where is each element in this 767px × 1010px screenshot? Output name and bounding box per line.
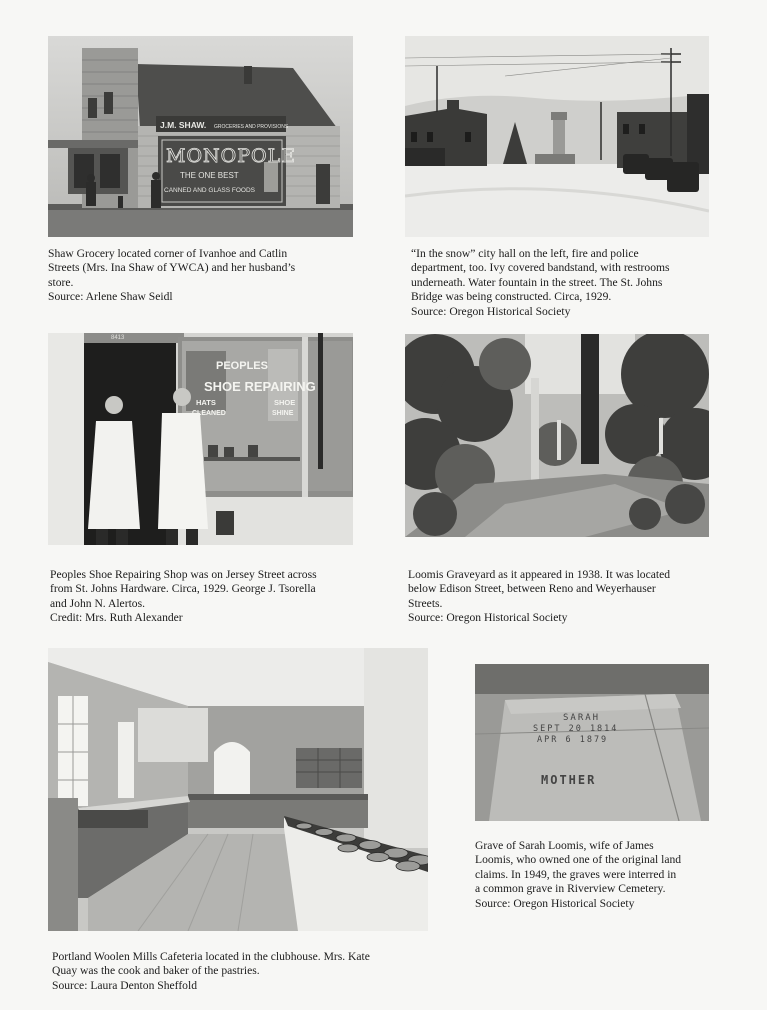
- caption-source: Source: Oregon Historical Society: [411, 304, 571, 318]
- shoe-sign-hats: HATS: [196, 398, 216, 407]
- caption-line: Quay was the cook and baker of the pastries.: [52, 964, 260, 978]
- loomis-graveyard-photo: [405, 334, 709, 537]
- caption-line: Shaw Grocery located corner of Ivanhoe and Catlin: [48, 247, 288, 260]
- caption-line: Streets.: [408, 596, 443, 610]
- caption-line: Portland Woolen Mills Cafeteria located in the clubhouse. Mrs. Kate: [52, 950, 370, 963]
- sarah-loomis-grave-photo: [475, 664, 709, 821]
- shaw-sign-top-small: GROCERIES AND PROVISIONS: [214, 124, 289, 130]
- caption-line: Loomis, who owned one of the original land: [475, 853, 682, 867]
- loomis-graveyard-caption: [408, 568, 670, 626]
- grave-birth-date: SEPT 20 1814: [533, 724, 619, 734]
- caption-source: Source: Laura Denton Sheffold: [52, 978, 197, 992]
- shaw-sign-line2: THE ONE BEST: [180, 171, 239, 180]
- shaw-sign-big: MONOPOLE: [166, 145, 297, 167]
- caption-source: Source: Oregon Historical Society: [408, 611, 568, 625]
- shaw-grocery-photo: [48, 36, 353, 237]
- shoe-repair-photo: [48, 333, 353, 545]
- caption-source: Source: Arlene Shaw Seidl: [48, 290, 173, 304]
- caption-line: from St. Johns Hardware. Circa, 1929. George J. Tsorella: [50, 582, 316, 596]
- sarah-loomis-grave-caption: [475, 839, 681, 911]
- shoe-sign-shoe: SHOE: [274, 398, 296, 407]
- caption-line: and John N. Alertos.: [50, 596, 145, 610]
- caption-line: Grave of Sarah Loomis, wife of James: [475, 839, 654, 852]
- caption-line: Peoples Shoe Repairing Shop was on Jersey Street across: [50, 568, 317, 581]
- shoe-sign-shine: SHINE: [272, 410, 294, 417]
- grave-name: SARAH: [563, 713, 601, 723]
- caption-line: Streets (Mrs. Ina Shaw of YWCA) and her husband’s: [48, 261, 296, 275]
- shaw-sign-top: J.M. SHAW.: [160, 120, 207, 130]
- caption-source: Source: Oregon Historical Society: [475, 896, 635, 910]
- shoe-sign-repairing: SHOE REPAIRING: [204, 379, 316, 394]
- caption-line: Bridge was being constructed. Circa, 1929.: [411, 290, 612, 304]
- shoe-sign-cleaned: CLEANED: [192, 410, 226, 417]
- caption-line: Loomis Graveyard as it appeared in 1938. It was located: [408, 568, 671, 581]
- snow-street-caption: [411, 247, 670, 319]
- shaw-grocery-caption: [48, 247, 295, 305]
- caption-line: claims. In 1949, the graves were interred in: [475, 867, 677, 881]
- cafeteria-photo: [48, 648, 428, 931]
- shoe-repair-caption: [50, 568, 317, 626]
- caption-line: below Edison Street, between Reno and Weyerhauser: [408, 582, 656, 596]
- grave-inscription-mother: MOTHER: [541, 773, 597, 787]
- shoe-sign-peoples: PEOPLES: [216, 360, 268, 372]
- shoe-door-number: 8413: [111, 335, 125, 341]
- caption-line: “In the snow” city hall on the left, fire and police: [411, 247, 639, 260]
- snow-street-photo: [405, 36, 709, 237]
- caption-line: store.: [48, 275, 74, 289]
- caption-line: department, too. Ivy covered bandstand, with restrooms: [411, 261, 670, 275]
- shaw-sign-line3: CANNED AND GLASS FOODS: [164, 187, 256, 194]
- grave-death-date: APR 6 1879: [537, 735, 609, 745]
- cafeteria-caption: [52, 950, 370, 993]
- caption-line: a common grave in Riverview Cemetery.: [475, 882, 666, 896]
- caption-source: Credit: Mrs. Ruth Alexander: [50, 611, 183, 625]
- caption-line: underneath. Water fountain in the street. The St. Johns: [411, 275, 663, 289]
